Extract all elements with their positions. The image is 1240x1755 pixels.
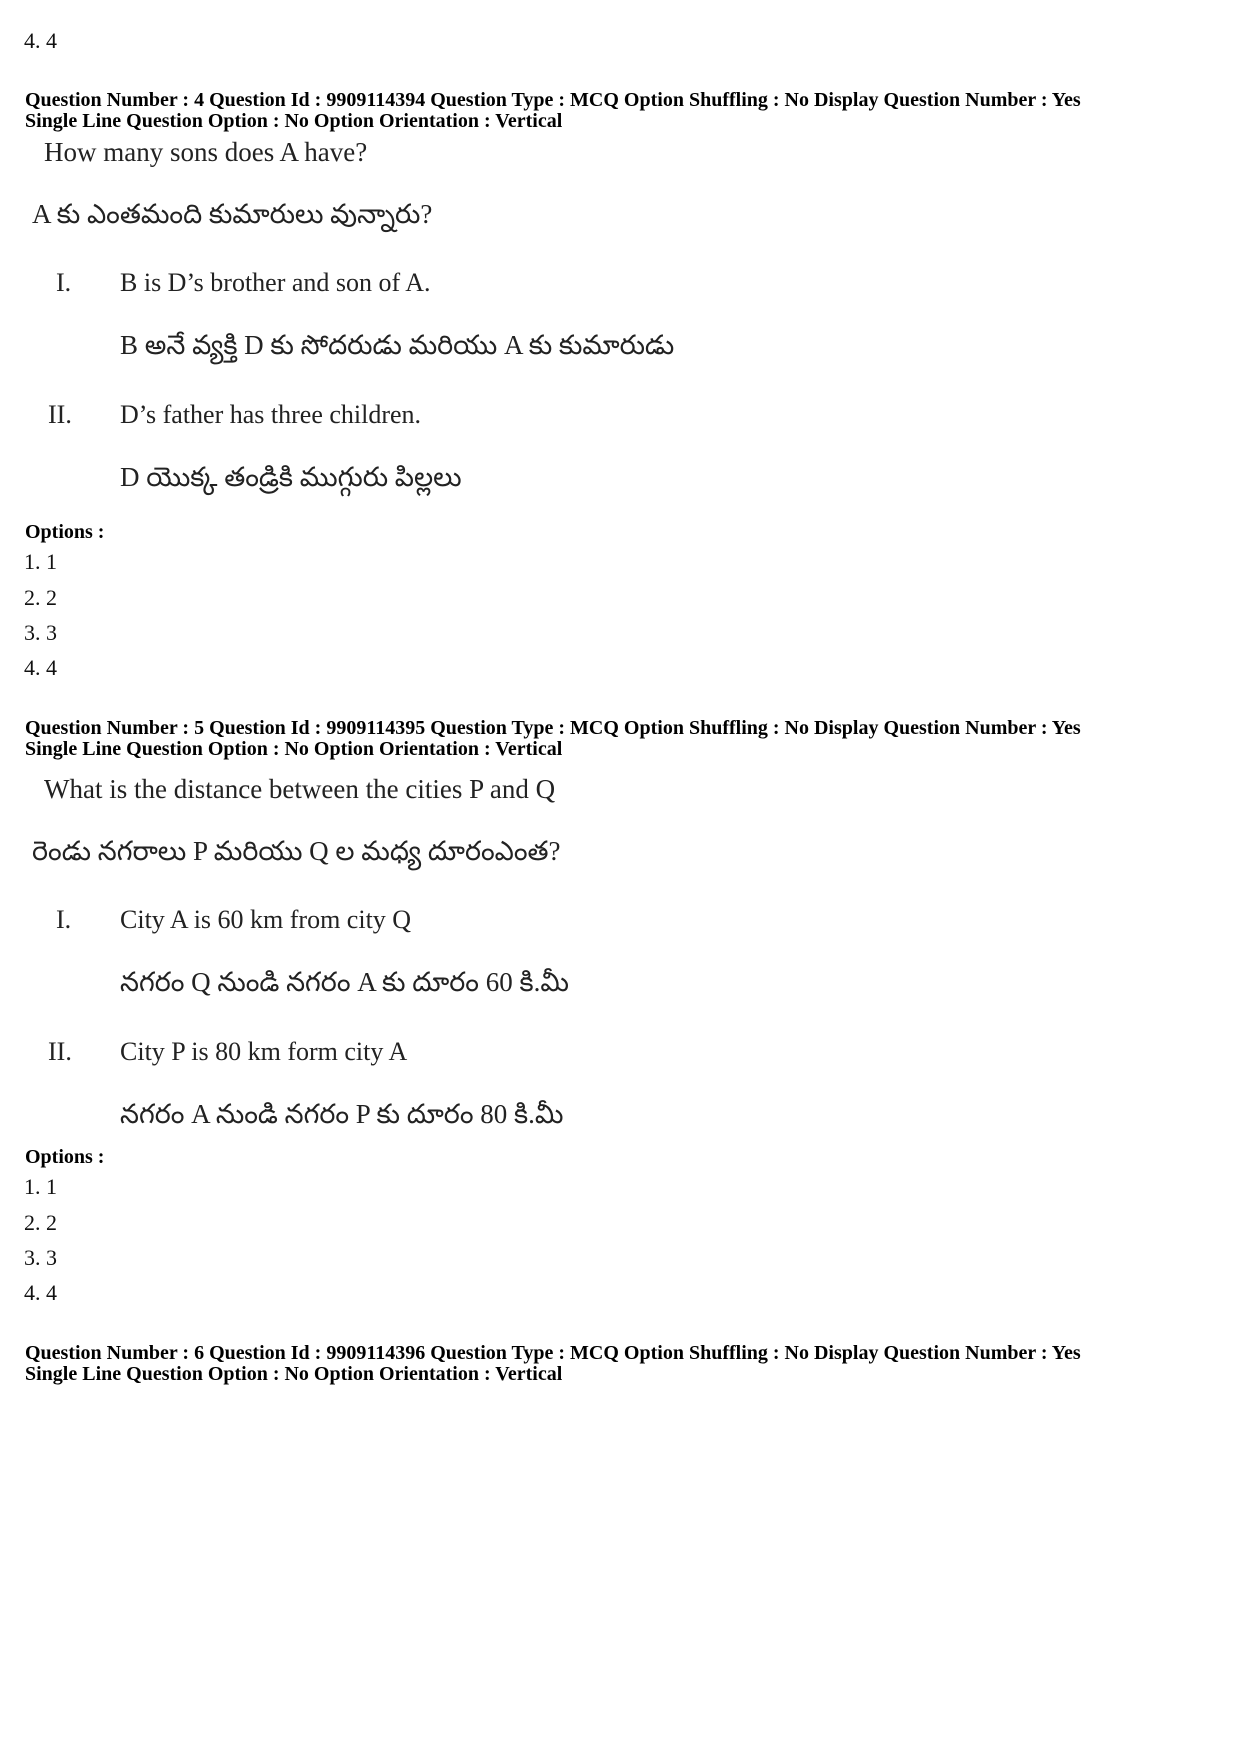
statement-telugu: నగరం A నుండి నగరం P కు దూరం 80 కి.మీ [120,1099,564,1129]
option-item: 1. 1 [24,549,57,574]
statement-telugu: నగరం Q నుండి నగరం A కు దూరం 60 కి.మీ [120,967,569,997]
option-item: 3. 3 [24,1245,57,1270]
question-text-telugu: రెండు నగరాలు P మరియు Q ల మధ్య దూరంఎంత? [32,836,561,866]
option-item: 3. 3 [24,620,57,645]
statement-numeral: II. [48,400,72,429]
option-item: 1. 1 [24,1174,57,1199]
statement-telugu: D యొక్క తండ్రికి ముగ్గురు పిల్లలు [120,462,462,492]
statement-english: D’s father has three children. [120,400,422,429]
options-label: Options : [25,521,105,543]
question-text-telugu: A కు ఎంతమంది కుమారులు వున్నారు? [32,199,433,229]
statement-numeral: I. [56,905,72,934]
options-label: Options : [25,1146,105,1168]
option-item: 2. 2 [24,585,57,610]
option-item: 4. 4 [24,655,57,680]
statement-english: City A is 60 km from city Q [120,905,412,934]
statement-numeral: II. [48,1037,72,1066]
question-meta-line: Question Number : 4 Question Id : 9909114394 Question Type : MCQ Option Shuffling : No Display Question Number : Yes [25,89,1081,111]
statement-numeral: I. [56,268,72,297]
option-item: 4. 4 [24,1280,57,1305]
question-meta [25,1343,1081,1385]
question-meta [25,718,1081,760]
question-meta-line: Single Line Question Option : No Option Orientation : Vertical [25,738,563,760]
statement-english: City P is 80 km form city A [120,1037,408,1066]
option-item: 2. 2 [24,1210,57,1235]
question-meta-line: Question Number : 6 Question Id : 9909114396 Question Type : MCQ Option Shuffling : No Display Question Number : Yes [25,1342,1081,1364]
statement-telugu: B అనే వ్యక్తి D కు సోదరుడు మరియు A కు కుమారుడు [120,330,675,360]
statement-english: B is D’s brother and son of A. [120,268,431,297]
question-text-english: What is the distance between the cities P and Q [44,774,556,804]
question-meta-line: Question Number : 5 Question Id : 9909114395 Question Type : MCQ Option Shuffling : No Display Question Number : Yes [25,717,1081,739]
option-item: 4. 4 [24,28,57,53]
question-text-english: How many sons does A have? [44,137,368,167]
question-meta [25,90,1081,132]
question-meta-line: Single Line Question Option : No Option Orientation : Vertical [25,1363,563,1385]
question-meta-line: Single Line Question Option : No Option Orientation : Vertical [25,110,563,132]
